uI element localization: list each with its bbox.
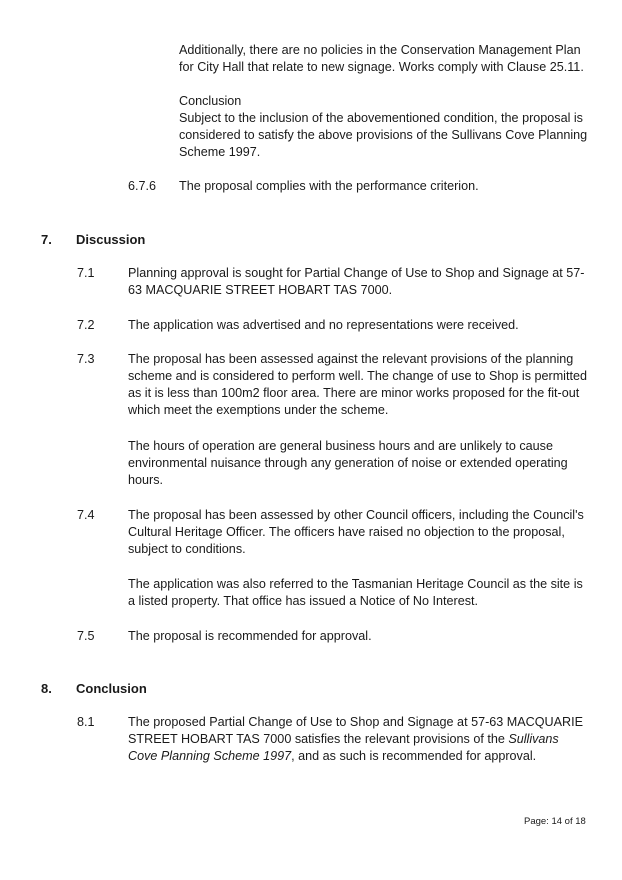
item-676-text: The proposal complies with the performance criterion.	[179, 179, 479, 193]
item-7-2-number: 7.2	[77, 318, 95, 332]
item-7-3-text-2: The hours of operation are general business hours and are unlikely to cause environmental nuisance through any generation of noise or extended operating hours.	[128, 439, 568, 487]
item-7-5-text: The proposal is recommended for approval.	[128, 629, 372, 643]
item-8-1-text-before: The proposed Partial Change of Use to Shop and Signage at 57-63 MACQUARIE STREET HOBART TAS 7000 satisfies the relevant provisions of the	[128, 715, 584, 746]
item-7-1-number: 7.1	[77, 266, 95, 280]
intro-conclusion-text: Subject to the inclusion of the abovementioned condition, the proposal is considered to satisfy the above provisions of the Sullivans Cove Planning Scheme 1997.	[179, 111, 588, 159]
item-7-5-number: 7.5	[77, 629, 95, 643]
section-8-number: 8.	[41, 681, 52, 696]
item-676-number: 6.7.6	[128, 179, 157, 193]
item-7-4-number: 7.4	[77, 508, 95, 522]
item-7-3-text: The proposal has been assessed against the relevant provisions of the planning scheme and is considered to perform well. The change of use to Shop is permitted as it is less than 100m2 floor area. There are minor works proposed for the fit-out which meet the exemptions under the scheme.	[128, 352, 587, 417]
item-8-1-text-after: , and as such is recommended for approval.	[291, 749, 537, 763]
intro-paragraph: Additionally, there are no policies in the Conservation Management Plan for City Hall that relate to new signage. Works comply with Clause 25.11.	[179, 43, 584, 74]
page-number: Page: 14 of 18	[524, 816, 586, 827]
item-8-1-number: 8.1	[77, 715, 95, 729]
item-7-4-text-2: The application was also referred to the Tasmanian Heritage Council as the site is a listed property. That office has issued a Notice of No Interest.	[128, 577, 583, 608]
item-7-3-number: 7.3	[77, 352, 95, 366]
item-8-1-text	[128, 714, 588, 765]
item-7-2-text: The application was advertised and no representations were received.	[128, 318, 519, 332]
section-7-number: 7.	[41, 232, 52, 247]
intro-conclusion-heading: Conclusion	[179, 94, 242, 108]
item-8-1-text-italic: Sullivans Cove Planning Scheme 1997	[128, 732, 559, 763]
item-7-1-text: Planning approval is sought for Partial Change of Use to Shop and Signage at 57-63 MACQUARIE STREET HOBART TAS 7000.	[128, 266, 585, 297]
item-7-4-text: The proposal has been assessed by other Council officers, including the Council's Cultural Heritage Officer. The officers have raised no objection to the proposal, subject to conditions.	[128, 508, 584, 556]
section-8-title: Conclusion	[76, 681, 147, 696]
section-7-title: Discussion	[76, 232, 146, 247]
